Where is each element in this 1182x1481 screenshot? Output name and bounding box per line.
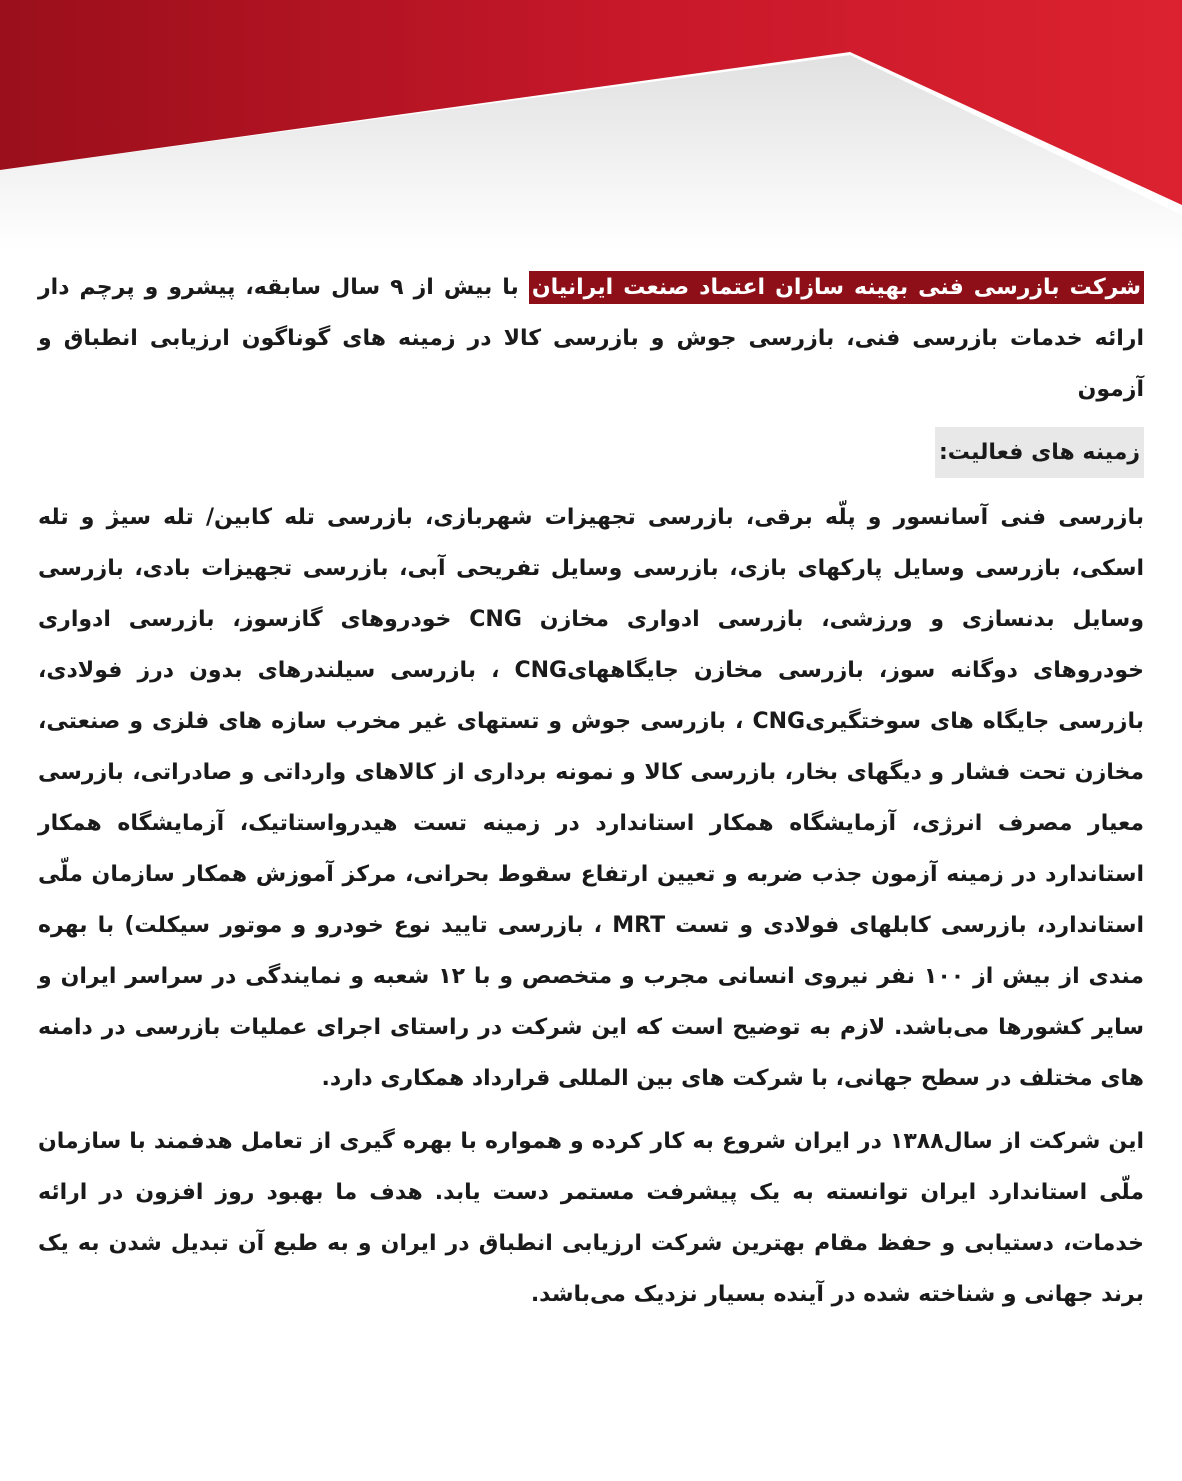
header-banner [0, 0, 1182, 250]
history-paragraph: این شرکت از سال۱۳۸۸ در ایران شروع به کار کرده و همواره با بهره گیری از تعامل هدفمند با سازمان ملّی استاندارد ایران توانسته به یک پیشرفت مستمر دست یابد. هدف ما بهبود روز افزون در ارائه خدمات، دستیابی و حفظ مقام بهترین شرکت ارزیابی انطباق در ایران و به طبع آن تبدیل شدن به یک برند جهانی و شناخته شده در آینده بسیار نزدیک می‌باشد. [38, 1129, 1145, 1307]
main-content [38, 262, 1144, 1332]
intro-text: با بیش از ۹ سال سابقه، پیشرو و پرچم دار ارائه خدمات بازرسی فنی، بازرسی جوش و بازرسی کالا در زمینه های گوناگون ارزیابی انطباق و آزمون [38, 275, 1144, 402]
activities-section [38, 427, 1144, 1104]
activities-paragraph: بازرسی فنی آسانسور و پلّه برقی، بازرسی تجهیزات شهربازی، بازرسی تله کابین/ تله سیژ و تله اسکی، بازرسی وسایل پارکهای بازی، بازرسی وسایل تفریحی آبی، بازرسی تجهیزات بادی، بازرسی وسایل بدنسازی و ورزشی، بازرسی ادواری مخازن CNG خودروهای گازسوز، بازرسی ادواری خودروهای دوگانه سوز، بازرسی مخازن جایگاههایCNG ، بازرسی سیلندرهای بدون درز فولادی، بازرسی جایگاه های سوختگیریCNG ، بازرسی جوش و تستهای غیر مخرب سازه های فلزی و صنعتی، مخازن تحت فشار و دیگهای بخار، بازرسی کالا و نمونه برداری از کالاهای وارداتی و صادراتی، بازرسی معیار مصرف انرژی، آزمایشگاه همکار استاندارد در زمینه تست هیدرواستاتیک، آزمایشگاه همکار استاندارد در زمینه آزمون جذب ضربه و تعیین ارتفاع سقوط بحرانی، مرکز آموزش همکار سازمان ملّی استاندارد، بازرسی کابلهای فولادی و تست MRT ، بازرسی تایید نوع خودرو و موتور سیکلت) با بهره مندی از بیش از ۱۰۰ نفر نیروی انسانی مجرب و متخصص و با ۱۲ شعبه و نمایندگی در سراسر ایران و سایر کشورها می‌باشد. لازم به توضیح است که این شرکت در راستای اجرای عملیات بازرسی در دامنه های مختلف در سطح جهانی، با شرکت های بین المللی قرارداد همکاری دارد. [38, 505, 1145, 1091]
intro-paragraph [38, 262, 1144, 415]
activities-heading: زمینه های فعالیت: [935, 427, 1144, 478]
company-name-highlight: شرکت بازرسی فنی بهینه سازان اعتماد صنعت ایرانیان [529, 271, 1144, 304]
